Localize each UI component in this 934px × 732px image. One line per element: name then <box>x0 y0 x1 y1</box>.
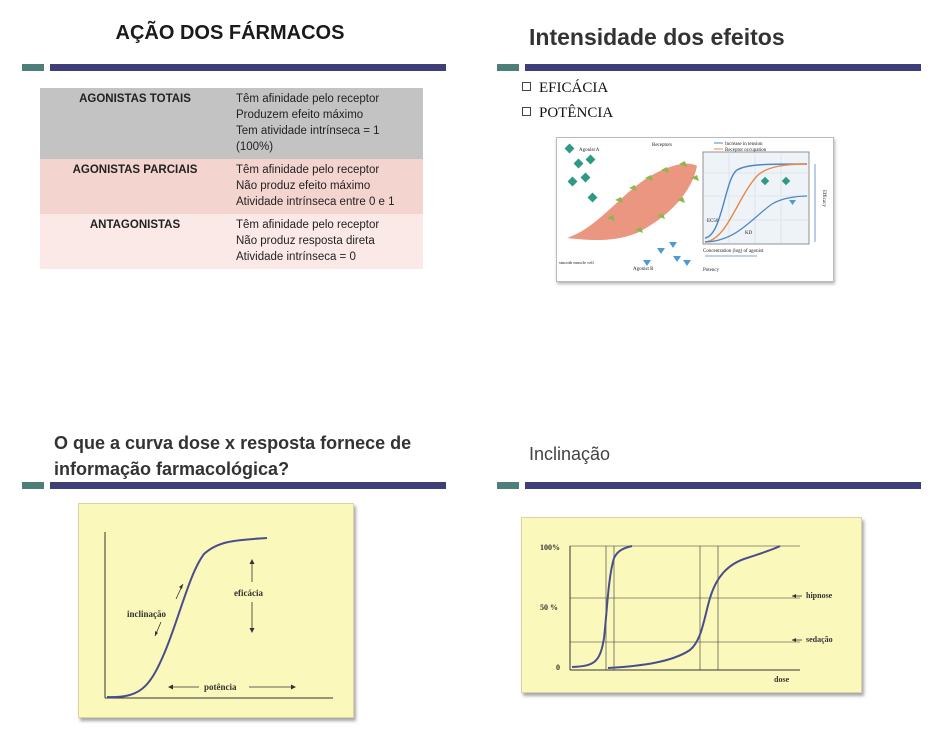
bullet-text: EFICÁCIA <box>539 80 609 96</box>
steep-curve <box>572 546 632 667</box>
bullet-item <box>522 80 608 97</box>
slide4-accent-bar <box>497 482 519 489</box>
row-description <box>230 214 423 269</box>
slide4-title-bar <box>525 482 921 489</box>
ec50-label: EC50 <box>707 219 719 224</box>
row-line: Têm afinidade pelo receptor <box>236 93 380 105</box>
square-bullet-icon <box>522 82 531 91</box>
row-line: Tem atividade intrínseca = 1 <box>236 125 380 137</box>
slope-figure <box>521 517 862 693</box>
row-line: Têm afinidade pelo receptor <box>236 164 380 176</box>
row-line: Não produz efeito máximo <box>236 180 371 192</box>
receptors-label: Receptors <box>652 143 672 148</box>
agonist-b-label: Agonist B <box>633 267 654 272</box>
bullet-text: POTÊNCIA <box>539 105 614 121</box>
slide2-accent-bar <box>497 64 519 71</box>
row-line: Não produz resposta direta <box>236 235 375 247</box>
slide3-title: O que a curva dose x resposta fornece de informação farmacológica? <box>54 433 412 479</box>
slide3-title-bar <box>50 482 446 489</box>
tick-100: 100% <box>540 543 560 552</box>
slope-svg <box>522 518 861 692</box>
legend-tension: Increase in tension <box>725 142 763 147</box>
label-eficacia: eficácia <box>234 588 263 598</box>
tick-0: 0 <box>556 663 560 672</box>
agonist-b-group <box>643 242 691 266</box>
row-description <box>230 88 423 159</box>
table-row <box>40 214 423 269</box>
receptor-figure-svg <box>557 138 833 281</box>
row-label: AGONISTAS PARCIAIS <box>40 159 230 214</box>
arrowhead-icon <box>792 638 796 642</box>
slide3-accent-bar <box>22 482 44 489</box>
muscle-cell-label: smooth muscle cell <box>559 260 594 265</box>
arrowhead-icon <box>250 559 255 564</box>
arrowhead-icon <box>168 685 173 690</box>
arrowhead-icon <box>291 685 296 690</box>
row-line: Têm afinidade pelo receptor <box>236 219 380 231</box>
table-row <box>40 88 423 159</box>
shallow-curve <box>608 546 780 668</box>
slide4-title: Inclinação <box>529 444 611 464</box>
row-line: Atividade intrínseca = 0 <box>236 251 356 263</box>
row-label: AGONISTAS TOTAIS <box>40 88 230 159</box>
row-line: Produzem efeito máximo <box>236 109 364 121</box>
x-label: dose <box>774 675 790 684</box>
slide1-title: AÇÃO DOS FÁRMACOS <box>115 22 345 44</box>
bullet-item <box>522 105 613 122</box>
kd-label: KD <box>745 231 753 236</box>
table-row <box>40 159 423 214</box>
arrowhead-icon <box>250 628 255 633</box>
arrowhead-icon <box>179 584 183 589</box>
row-label: ANTAGONISTAS <box>40 214 230 269</box>
arrowhead-icon <box>792 594 796 598</box>
efficacy-label: Efficacy <box>821 190 826 207</box>
square-bullet-icon <box>522 107 531 116</box>
slide2-title-bar <box>525 64 921 71</box>
graph-xlabel: Concentration (log) of agonist <box>703 249 764 254</box>
potency-label: Potency <box>703 268 720 273</box>
slide1-title-bar <box>50 64 446 71</box>
slide2-title: Intensidade dos efeitos <box>529 24 785 50</box>
legend-occupation: Receptor occupation <box>725 148 767 153</box>
row-line: Atividade intrínseca entre 0 e 1 <box>236 196 395 208</box>
agonist-a-label: Agonist A <box>579 148 600 153</box>
tick-50: 50 % <box>540 603 558 612</box>
drug-action-table <box>40 88 423 269</box>
label-hipnose: hipnose <box>806 591 833 600</box>
dose-response-figure <box>78 503 354 718</box>
row-description <box>230 159 423 214</box>
label-inclinacao: inclinação <box>127 609 167 619</box>
label-sedacao: sedação <box>806 635 833 644</box>
row-line: (100%) <box>236 141 274 153</box>
label-potencia: potência <box>204 682 237 692</box>
dose-response-svg <box>79 504 353 717</box>
slide1-accent-bar <box>22 64 44 71</box>
receptor-figure <box>556 137 834 282</box>
